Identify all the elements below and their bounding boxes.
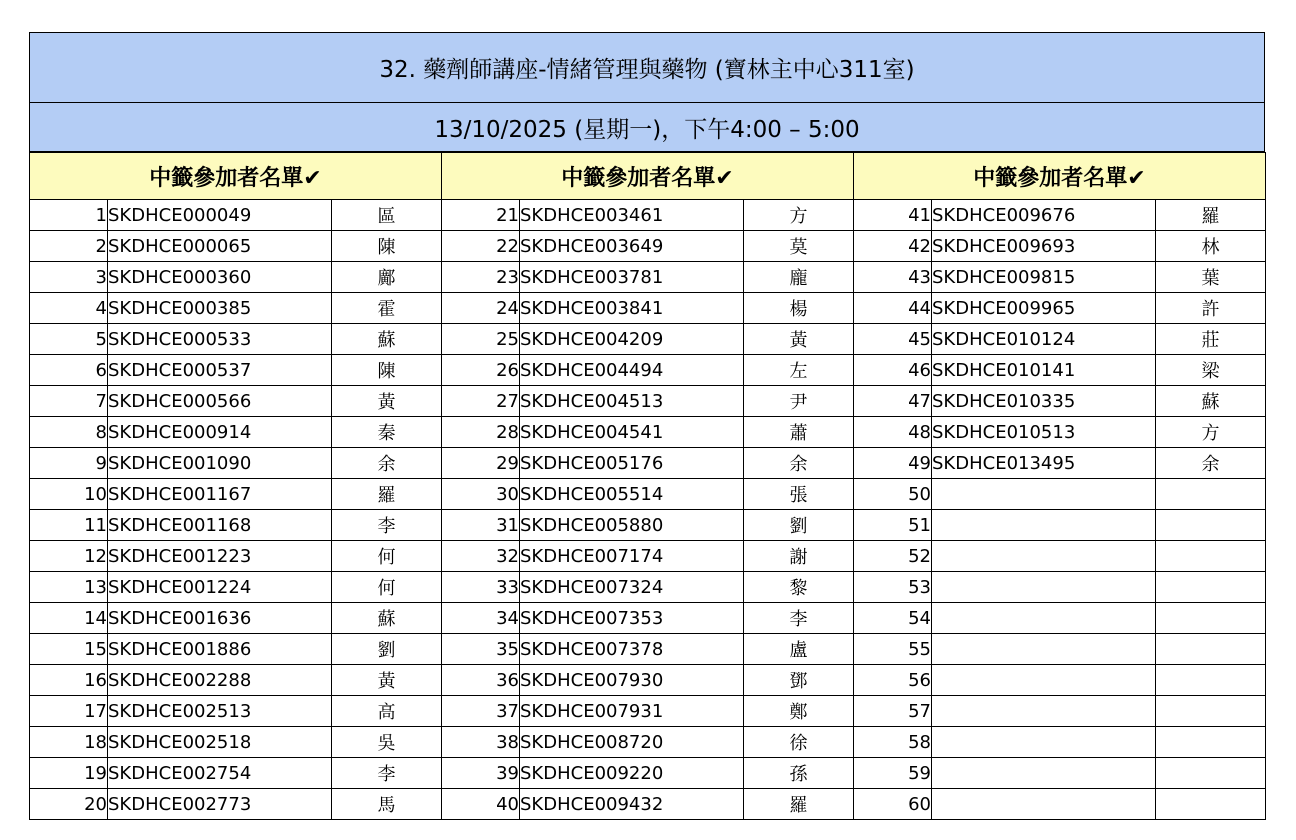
entry-surname <box>1156 696 1266 727</box>
entry-number: 28 <box>442 417 520 448</box>
entry-code: SKDHCE000385 <box>108 293 332 324</box>
entry-number: 2 <box>30 231 108 262</box>
entry-surname <box>1156 665 1266 696</box>
entry-code: SKDHCE009220 <box>520 758 744 789</box>
column-header: 中籤參加者名單✔ <box>442 153 854 200</box>
entry-code: SKDHCE008720 <box>520 727 744 758</box>
entry-code: SKDHCE005176 <box>520 448 744 479</box>
entry-number: 36 <box>442 665 520 696</box>
entry-code: SKDHCE002288 <box>108 665 332 696</box>
column-header-row <box>30 153 1266 200</box>
entry-code: SKDHCE002754 <box>108 758 332 789</box>
entry-code: SKDHCE004209 <box>520 324 744 355</box>
entry-code: SKDHCE004513 <box>520 386 744 417</box>
entry-surname: 林 <box>1156 231 1266 262</box>
entry-number: 34 <box>442 603 520 634</box>
entry-surname: 黃 <box>744 324 854 355</box>
entry-surname: 羅 <box>1156 200 1266 231</box>
entry-code <box>932 634 1156 665</box>
entry-surname <box>1156 789 1266 820</box>
entry-number: 47 <box>854 386 932 417</box>
entry-number: 58 <box>854 727 932 758</box>
entry-code: SKDHCE001090 <box>108 448 332 479</box>
entry-code: SKDHCE007324 <box>520 572 744 603</box>
entry-number: 11 <box>30 510 108 541</box>
entry-number: 55 <box>854 634 932 665</box>
table-row <box>30 200 1266 231</box>
participant-rows <box>30 200 1266 820</box>
entry-number: 43 <box>854 262 932 293</box>
table-row <box>30 634 1266 665</box>
entry-surname: 何 <box>332 572 442 603</box>
entry-code: SKDHCE002773 <box>108 789 332 820</box>
entry-number: 41 <box>854 200 932 231</box>
roster-sheet <box>29 32 1265 820</box>
entry-surname: 蘇 <box>332 603 442 634</box>
entry-number: 52 <box>854 541 932 572</box>
entry-surname: 李 <box>332 510 442 541</box>
entry-code: SKDHCE003461 <box>520 200 744 231</box>
entry-number: 25 <box>442 324 520 355</box>
entry-surname: 方 <box>1156 417 1266 448</box>
entry-code: SKDHCE004541 <box>520 417 744 448</box>
entry-surname <box>1156 727 1266 758</box>
entry-number: 45 <box>854 324 932 355</box>
entry-number: 10 <box>30 479 108 510</box>
entry-number: 22 <box>442 231 520 262</box>
entry-number: 20 <box>30 789 108 820</box>
entry-code: SKDHCE000049 <box>108 200 332 231</box>
entry-number: 49 <box>854 448 932 479</box>
entry-code: SKDHCE007378 <box>520 634 744 665</box>
entry-surname: 黃 <box>332 665 442 696</box>
entry-code: SKDHCE010124 <box>932 324 1156 355</box>
entry-code <box>932 603 1156 634</box>
entry-surname: 梁 <box>1156 355 1266 386</box>
entry-code: SKDHCE002513 <box>108 696 332 727</box>
entry-code <box>932 727 1156 758</box>
entry-surname: 黃 <box>332 386 442 417</box>
entry-number: 9 <box>30 448 108 479</box>
entry-number: 31 <box>442 510 520 541</box>
entry-number: 46 <box>854 355 932 386</box>
entry-code <box>932 510 1156 541</box>
event-date-time: 13/10/2025 (星期一)，下午4:00 – 5:00 <box>29 103 1265 152</box>
table-row <box>30 417 1266 448</box>
entry-surname: 吳 <box>332 727 442 758</box>
entry-number: 51 <box>854 510 932 541</box>
entry-code: SKDHCE001636 <box>108 603 332 634</box>
entry-surname: 許 <box>1156 293 1266 324</box>
column-header: 中籤參加者名單✔ <box>854 153 1266 200</box>
table-row <box>30 510 1266 541</box>
entry-surname: 劉 <box>744 510 854 541</box>
entry-number: 30 <box>442 479 520 510</box>
entry-surname: 秦 <box>332 417 442 448</box>
entry-surname: 陳 <box>332 231 442 262</box>
entry-number: 32 <box>442 541 520 572</box>
table-row <box>30 231 1266 262</box>
table-row <box>30 355 1266 386</box>
entry-surname: 蘇 <box>1156 386 1266 417</box>
entry-number: 4 <box>30 293 108 324</box>
entry-surname: 區 <box>332 200 442 231</box>
entry-code <box>932 479 1156 510</box>
entry-surname: 蕭 <box>744 417 854 448</box>
entry-surname: 羅 <box>332 479 442 510</box>
entry-number: 40 <box>442 789 520 820</box>
entry-surname: 余 <box>332 448 442 479</box>
entry-surname: 張 <box>744 479 854 510</box>
table-row <box>30 324 1266 355</box>
entry-number: 54 <box>854 603 932 634</box>
entry-number: 15 <box>30 634 108 665</box>
table-row <box>30 572 1266 603</box>
entry-surname: 龐 <box>744 262 854 293</box>
entry-number: 59 <box>854 758 932 789</box>
entry-surname <box>1156 758 1266 789</box>
entry-surname <box>1156 634 1266 665</box>
entry-code: SKDHCE009432 <box>520 789 744 820</box>
entry-surname: 陳 <box>332 355 442 386</box>
entry-code: SKDHCE009965 <box>932 293 1156 324</box>
entry-surname: 馬 <box>332 789 442 820</box>
entry-number: 60 <box>854 789 932 820</box>
entry-surname: 高 <box>332 696 442 727</box>
entry-number: 29 <box>442 448 520 479</box>
entry-code: SKDHCE002518 <box>108 727 332 758</box>
entry-number: 7 <box>30 386 108 417</box>
entry-code: SKDHCE000914 <box>108 417 332 448</box>
entry-surname: 盧 <box>744 634 854 665</box>
entry-surname <box>1156 572 1266 603</box>
entry-number: 17 <box>30 696 108 727</box>
entry-number: 50 <box>854 479 932 510</box>
entry-surname: 李 <box>332 758 442 789</box>
table-row <box>30 665 1266 696</box>
entry-surname <box>1156 603 1266 634</box>
entry-surname: 尹 <box>744 386 854 417</box>
entry-number: 13 <box>30 572 108 603</box>
entry-surname: 謝 <box>744 541 854 572</box>
entry-code <box>932 696 1156 727</box>
entry-code: SKDHCE000360 <box>108 262 332 293</box>
entry-surname: 余 <box>1156 448 1266 479</box>
entry-number: 53 <box>854 572 932 603</box>
entry-surname: 蘇 <box>332 324 442 355</box>
entry-surname: 劉 <box>332 634 442 665</box>
entry-number: 42 <box>854 231 932 262</box>
table-row <box>30 603 1266 634</box>
entry-code: SKDHCE001224 <box>108 572 332 603</box>
entry-surname: 鄭 <box>744 696 854 727</box>
table-row <box>30 696 1266 727</box>
entry-code: SKDHCE009693 <box>932 231 1156 262</box>
entry-code: SKDHCE000566 <box>108 386 332 417</box>
entry-number: 19 <box>30 758 108 789</box>
entry-number: 3 <box>30 262 108 293</box>
entry-number: 6 <box>30 355 108 386</box>
entry-code: SKDHCE010335 <box>932 386 1156 417</box>
entry-surname: 方 <box>744 200 854 231</box>
table-row <box>30 727 1266 758</box>
entry-code: SKDHCE007930 <box>520 665 744 696</box>
entry-surname: 鄺 <box>332 262 442 293</box>
entry-surname: 莊 <box>1156 324 1266 355</box>
entry-surname: 霍 <box>332 293 442 324</box>
entry-surname <box>1156 479 1266 510</box>
entry-code: SKDHCE003649 <box>520 231 744 262</box>
entry-surname: 左 <box>744 355 854 386</box>
entry-number: 16 <box>30 665 108 696</box>
entry-number: 48 <box>854 417 932 448</box>
entry-number: 21 <box>442 200 520 231</box>
entry-code <box>932 541 1156 572</box>
table-row <box>30 448 1266 479</box>
participant-table <box>29 152 1266 820</box>
entry-number: 8 <box>30 417 108 448</box>
table-row <box>30 541 1266 572</box>
entry-code: SKDHCE009815 <box>932 262 1156 293</box>
table-row <box>30 386 1266 417</box>
entry-number: 18 <box>30 727 108 758</box>
entry-code: SKDHCE010141 <box>932 355 1156 386</box>
entry-number: 38 <box>442 727 520 758</box>
entry-code: SKDHCE004494 <box>520 355 744 386</box>
table-row <box>30 262 1266 293</box>
table-row <box>30 479 1266 510</box>
entry-surname: 何 <box>332 541 442 572</box>
entry-code: SKDHCE007931 <box>520 696 744 727</box>
entry-code: SKDHCE005880 <box>520 510 744 541</box>
entry-code: SKDHCE000537 <box>108 355 332 386</box>
table-row <box>30 758 1266 789</box>
entry-number: 26 <box>442 355 520 386</box>
entry-code: SKDHCE001168 <box>108 510 332 541</box>
entry-surname: 徐 <box>744 727 854 758</box>
entry-number: 44 <box>854 293 932 324</box>
entry-surname: 葉 <box>1156 262 1266 293</box>
entry-number: 35 <box>442 634 520 665</box>
entry-number: 24 <box>442 293 520 324</box>
entry-surname <box>1156 541 1266 572</box>
entry-number: 57 <box>854 696 932 727</box>
entry-surname: 李 <box>744 603 854 634</box>
entry-code: SKDHCE001167 <box>108 479 332 510</box>
entry-surname: 余 <box>744 448 854 479</box>
entry-code: SKDHCE013495 <box>932 448 1156 479</box>
entry-code: SKDHCE001223 <box>108 541 332 572</box>
entry-surname: 楊 <box>744 293 854 324</box>
entry-number: 39 <box>442 758 520 789</box>
entry-number: 23 <box>442 262 520 293</box>
entry-code: SKDHCE000065 <box>108 231 332 262</box>
entry-surname: 鄧 <box>744 665 854 696</box>
entry-number: 27 <box>442 386 520 417</box>
entry-surname: 黎 <box>744 572 854 603</box>
entry-code: SKDHCE010513 <box>932 417 1156 448</box>
column-header: 中籤參加者名單✔ <box>30 153 442 200</box>
entry-code: SKDHCE007353 <box>520 603 744 634</box>
entry-surname: 莫 <box>744 231 854 262</box>
entry-code: SKDHCE005514 <box>520 479 744 510</box>
entry-code <box>932 572 1156 603</box>
entry-surname: 孫 <box>744 758 854 789</box>
entry-code: SKDHCE007174 <box>520 541 744 572</box>
entry-code: SKDHCE009676 <box>932 200 1156 231</box>
entry-code: SKDHCE003841 <box>520 293 744 324</box>
entry-number: 56 <box>854 665 932 696</box>
table-row <box>30 293 1266 324</box>
entry-code <box>932 758 1156 789</box>
entry-code <box>932 789 1156 820</box>
entry-code: SKDHCE001886 <box>108 634 332 665</box>
entry-code: SKDHCE003781 <box>520 262 744 293</box>
table-row <box>30 789 1266 820</box>
entry-surname: 羅 <box>744 789 854 820</box>
entry-code <box>932 665 1156 696</box>
entry-surname <box>1156 510 1266 541</box>
entry-number: 37 <box>442 696 520 727</box>
entry-number: 14 <box>30 603 108 634</box>
entry-number: 33 <box>442 572 520 603</box>
event-title: 32. 藥劑師講座-情緒管理與藥物 (寶林主中心311室) <box>29 32 1265 103</box>
entry-number: 1 <box>30 200 108 231</box>
entry-code: SKDHCE000533 <box>108 324 332 355</box>
entry-number: 12 <box>30 541 108 572</box>
entry-number: 5 <box>30 324 108 355</box>
